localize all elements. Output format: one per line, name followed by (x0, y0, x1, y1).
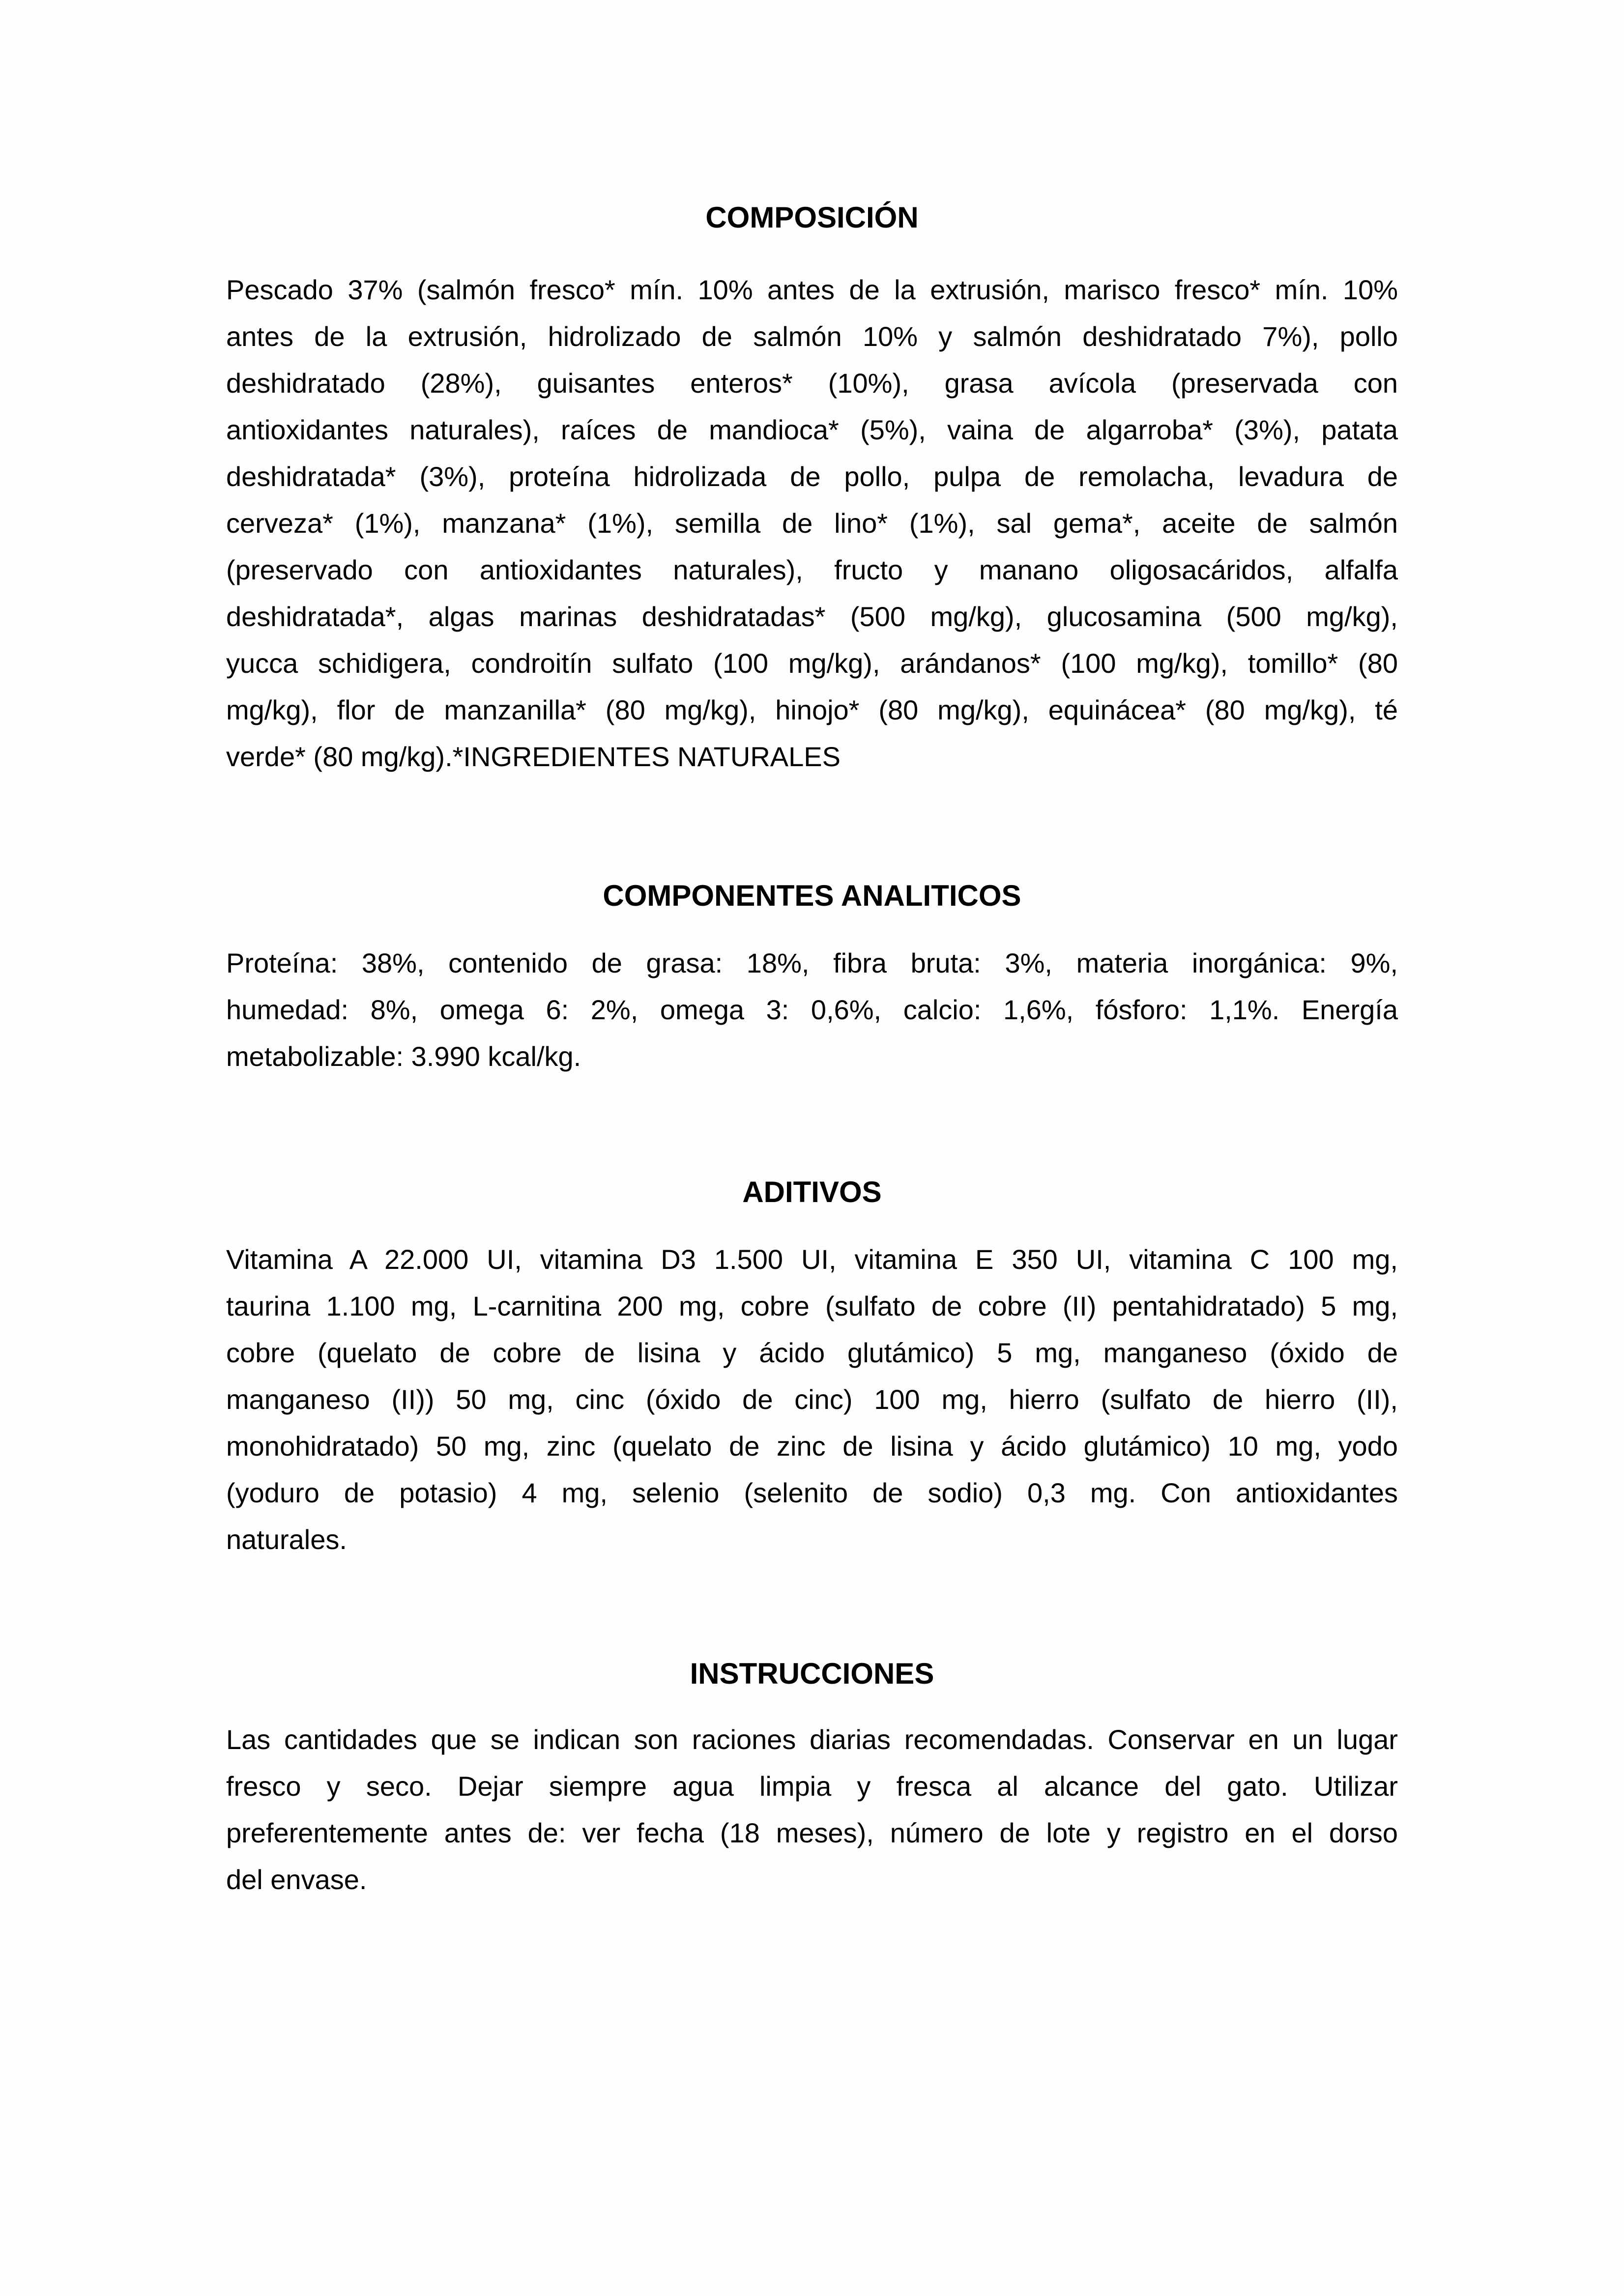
text-line: fresco y seco. Dejar siempre agua limpia y fresca al alcance del gato. Utilizar (226, 1771, 1398, 1802)
text-line: naturales. (226, 1524, 347, 1555)
section-heading-composicion: COMPOSICIÓN (705, 201, 919, 234)
text-line: monohidratado) 50 mg, zinc (quelato de zinc de lisina y ácido glutámico) 10 mg, yodo (226, 1431, 1398, 1462)
text-line: Las cantidades que se indican son raciones diarias recomendadas. Conservar en un lugar (226, 1724, 1398, 1755)
text-line: del envase. (226, 1864, 367, 1895)
text-line: taurina 1.100 mg, L-carnitina 200 mg, cobre (sulfato de cobre (II) pentahidratado) 5 mg, (226, 1291, 1398, 1321)
text-line: cobre (quelato de cobre de lisina y ácido glutámico) 5 mg, manganeso (óxido de (226, 1337, 1398, 1368)
paragraph-composicion (226, 266, 1398, 780)
text-line: deshidratado (28%), guisantes enteros* (10%), grasa avícola (preservada con (226, 368, 1398, 399)
paragraph-instrucciones (226, 1716, 1398, 1903)
text-line: antioxidantes naturales), raíces de mandioca* (5%), vaina de algarroba* (3%), patata (226, 414, 1398, 445)
text-line: cerveza* (1%), manzana* (1%), semilla de lino* (1%), sal gema*, aceite de salmón (226, 508, 1398, 539)
text-line: (yoduro de potasio) 4 mg, selenio (selenito de sodio) 0,3 mg. Con antioxidantes (226, 1477, 1398, 1508)
text-line: deshidratada* (3%), proteína hidrolizada de pollo, pulpa de remolacha, levadura de (226, 461, 1398, 492)
section-heading-componentes-analiticos: COMPONENTES ANALITICOS (603, 879, 1021, 912)
text-line: metabolizable: 3.990 kcal/kg. (226, 1041, 581, 1072)
text-line: preferentemente antes de: ver fecha (18 meses), número de lote y registro en el dorso (226, 1817, 1398, 1848)
text-line: manganeso (II)) 50 mg, cinc (óxido de cinc) 100 mg, hierro (sulfato de hierro (II), (226, 1384, 1398, 1415)
text-line: Proteína: 38%, contenido de grasa: 18%, fibra bruta: 3%, materia inorgánica: 9%, (226, 947, 1398, 978)
section-heading-aditivos: ADITIVOS (742, 1176, 882, 1208)
text-line: (preservado con antioxidantes naturales), fructo y manano oligosacáridos, alfalfa (226, 554, 1398, 585)
text-line: yucca schidigera, condroitín sulfato (100 mg/kg), arándanos* (100 mg/kg), tomillo* (80 (226, 648, 1398, 679)
text-line: deshidratada*, algas marinas deshidratadas* (500 mg/kg), glucosamina (500 mg/kg), (226, 601, 1398, 632)
text-line: humedad: 8%, omega 6: 2%, omega 3: 0,6%, calcio: 1,6%, fósforo: 1,1%. Energía (226, 994, 1398, 1025)
text-line: verde* (80 mg/kg).*INGREDIENTES NATURALES (226, 741, 841, 772)
section-heading-instrucciones: INSTRUCCIONES (690, 1657, 934, 1690)
text-line: antes de la extrusión, hidrolizado de salmón 10% y salmón deshidratado 7%), pollo (226, 321, 1398, 352)
paragraph-aditivos (226, 1236, 1398, 1563)
text-line: Vitamina A 22.000 UI, vitamina D3 1.500 UI, vitamina E 350 UI, vitamina C 100 mg, (226, 1244, 1398, 1275)
text-line: Pescado 37% (salmón fresco* mín. 10% antes de la extrusión, marisco fresco* mín. 10% (226, 274, 1398, 305)
paragraph-componentes-analiticos (226, 940, 1398, 1080)
text-line: mg/kg), flor de manzanilla* (80 mg/kg), hinojo* (80 mg/kg), equinácea* (80 mg/kg), té (226, 694, 1398, 725)
